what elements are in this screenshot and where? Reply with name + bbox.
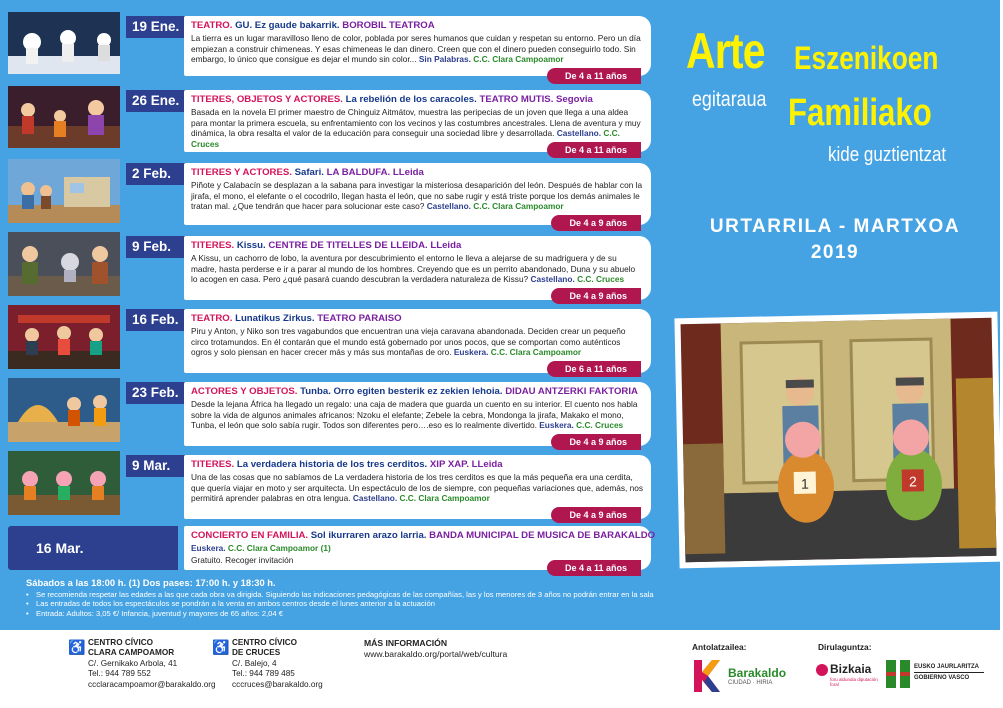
event-title <box>191 93 643 106</box>
event-title <box>191 239 643 252</box>
age-badge: De 4 a 9 años <box>551 288 641 304</box>
info-notes <box>26 577 656 618</box>
age-badge: De 4 a 11 años <box>547 68 641 84</box>
note-item: • Entrada: Adultos: 3,05 €/ Infancia, juventud y mayores de 65 años: 2,04 € <box>26 609 656 618</box>
email-link[interactable]: ccclaracampoamor@barakaldo.org <box>88 679 216 689</box>
event-show: GU. Ez gaude bakarrik. <box>235 20 340 31</box>
accessibility-icon: ♿ <box>68 639 86 655</box>
age-badge: De 4 a 9 años <box>551 507 641 523</box>
email-link[interactable]: cccruces@barakaldo.org <box>232 679 323 689</box>
gobierno-vasco-logo: EUSKO JAURLARITZA GOBIERNO VASCO <box>886 660 986 688</box>
event-item <box>8 159 651 229</box>
event-category: CONCIERTO EN FAMILIA. <box>191 530 309 541</box>
notes-list <box>26 590 656 618</box>
schedule-text: Sábados a las 18:00 h. (1) Dos pases: 17:00 h. y 18:30 h. <box>26 577 276 588</box>
title-word: egitaraua <box>692 88 767 111</box>
event-venue: C.C. Cruces <box>577 274 625 285</box>
footer <box>0 630 1000 708</box>
event-language: Sin Palabras. <box>418 54 471 65</box>
event-show: Safari. <box>294 167 324 178</box>
event-description: Piru y Anton, y Niko son tres vagabundos que encuentran una vieja caravana abandonada. Deciden crear un pequeño circo trotamundos. En él contarán que el mundo está gobernado por unos pocos, que se comportan como auténticos ogros y solo piensan en hacer crecer más y más sus montañas de oro. Euskera. C.C. Clara Campoamor <box>191 326 626 358</box>
event-category: TITERES. <box>191 459 235 470</box>
event-venue: C.C. Cruces <box>191 128 620 149</box>
event-category: TITERES Y ACTORES. <box>191 167 292 178</box>
event-title <box>191 19 643 32</box>
event-language: Euskera. <box>191 543 226 553</box>
event-title <box>191 385 643 398</box>
season-months: URTARRILA - MARTXOA <box>709 216 961 237</box>
event-company: BOROBIL TEATROA <box>342 20 435 31</box>
event-photo <box>8 305 120 369</box>
event-description: Desde la lejana África ha llegado un regalo: una caja de madera que guarda un cuento en su interior. El cuento nos habla sobre la vida de algunos animales africanos: Nzoku el elefante; Zebele la cebra, Mondonga la jirafa, Makako el mono, Tunba, el león que solo sabía rugir. Todos son diferentes pero….eso es lo realmente divertido. Euskera. C.C. Cruces <box>191 399 638 431</box>
event-show: Lunatikus Zirkus. <box>235 313 315 324</box>
event-show: Kissu. <box>236 240 266 251</box>
bizkaia-flower-icon <box>816 664 828 676</box>
season <box>680 214 990 266</box>
featured-photo <box>674 312 1002 569</box>
event-company: XIP XAP. LLeida <box>429 459 503 470</box>
event-date: 19 Ene. <box>126 16 190 38</box>
event-item <box>8 305 651 377</box>
event-note: Gratuito. Recoger invitación <box>191 554 294 565</box>
event-photo <box>8 378 120 442</box>
event-category: TITERES. <box>191 240 235 251</box>
event-language: Castellano. <box>352 493 398 504</box>
event-title <box>191 529 656 542</box>
title-word: kide guztientzat <box>828 144 947 166</box>
event-photo <box>8 232 120 296</box>
program-title <box>680 22 990 202</box>
event-company: TEATRO MUTIS. Segovia <box>479 94 593 105</box>
event-category: ACTORES Y OBJETOS. <box>191 386 298 397</box>
season-year: 2019 <box>810 242 860 263</box>
event-photo <box>8 12 120 74</box>
note-item: • Se recomienda respetar las edades a las que cada obra va dirigida. Siguiendo las indicaciones pedagógicas de las compañías, las y los menores de 3 años no podrán entrar en la sala <box>26 590 656 599</box>
event-description: La tierra es un lugar maravilloso lleno de color, poblada por seres humanos que cuidan y respetan su entorno. Pero un día empiezan a construir chimeneas. Y esas chimeneas le dan dinero. Creen que con el dinero pueden conseguirlo todo. Sin embargo, lo único que consigue es dejar el mundo sin color... Sin Palabras. C.C. Clara Campoamor <box>191 33 641 65</box>
age-badge: De 4 a 11 años <box>547 560 641 576</box>
event-date: 2 Feb. <box>126 163 190 185</box>
event-item <box>8 12 651 81</box>
svg-text:2: 2 <box>908 473 917 490</box>
event-item <box>8 451 651 523</box>
event-show: La rebelión de los caracoles. <box>345 94 477 105</box>
event-venue: C.C. Clara Campoamor <box>473 201 564 212</box>
event-date: 16 Mar. <box>8 526 178 570</box>
event-description: Piñote y Calabacín se desplazan a la sabana para investigar la misteriosa desaparición del león. Después de hablar con la jirafa, el mono, el elefante o el cocodrilo, llegan hasta el león, que no sabe rugir y está triste porque los demás animales le tratan mal. ¿Que tendrán que hacer para solucionar este caso? Castellano. C.C. Clara Campoamor <box>191 180 643 212</box>
event-title <box>191 458 643 471</box>
organizer-label: Antolatzailea: <box>692 642 747 652</box>
event-date: 9 Mar. <box>126 455 190 477</box>
age-badge: De 4 a 9 años <box>551 215 641 231</box>
event-venue: C.C. Cruces <box>576 420 624 431</box>
event-language: Castellano. <box>556 128 602 139</box>
event-photo <box>8 451 120 515</box>
title-word: Arte <box>686 23 765 79</box>
event-description: Basada en la novela El primer maestro de Chinguiz Aitmátov, muestra las peripecias de un joven que llega a una aldea para montar la primera escuela, su enfrentamiento con los vecinos y las costumbres ancestrales. Llena de aventura y muy dinámica, la obra resalta el valor de la educación para conseguir una sociedad libre y desarrollada. Castellano. C.C. Cruces <box>191 107 641 149</box>
svg-text:1: 1 <box>800 475 809 492</box>
event-language: Euskera. <box>453 347 489 358</box>
event-show: La verdadera historia de los tres cerditos. <box>236 459 428 470</box>
event-item <box>8 378 651 450</box>
venue-clara-campoamor: CENTRO CÍVICO CLARA CAMPOAMOR C/. Gernikako Arbola, 41 Tel.: 944 789 552 ccclaracampoamor@barakaldo.org <box>88 638 216 689</box>
event-date: 9 Feb. <box>126 236 190 258</box>
age-badge: De 4 a 9 años <box>551 434 641 450</box>
event-description: Una de las cosas que no sabíamos de La verdadera historia de los tres cerditos es que la más pequeña era una cerdita, que quería viajar en moto y ser arquitecta. Un espectáculo de los de siempre, con pequeñas variaciones que, además, nos permitirá aprender palabras en otra lengua. Castellano. C.C. Clara Campoamor <box>191 472 643 504</box>
event-date: 16 Feb. <box>126 309 190 331</box>
note-item: • Las entradas de todos los espectáculos se pondrán a la venta en ambos centros desde el lunes anterior a la actuación <box>26 599 656 608</box>
event-company: LA BALDUFA. LLeida <box>326 167 424 178</box>
more-info: MÁS INFORMACIÓN www.barakaldo.org/portal/web/cultura <box>364 638 508 659</box>
event-description: A Kissu, un cachorro de lobo, la aventura por descubrimiento el entorno le lleva a alejarse de su madriguera y de su madre, hasta perderse e ir a parar al mundo de los hombres. Creyendo que es un perrito abandonado, Duna y su abuelo lo acogen en casa. Pero ¿qué pasará cuando descubran la verdadera naturaleza de Kissu? Castellano. C.C. Cruces <box>191 253 636 285</box>
event-photo <box>8 159 120 223</box>
event-language: Euskera. <box>539 420 574 431</box>
event-show: Tunba. Orro egiten besterik ez zekien lehoia. <box>300 386 503 397</box>
event-company: DIDAU ANTZERKI FAKTORIA <box>505 386 638 397</box>
event-company: TEATRO PARAISO <box>317 313 402 324</box>
sponsor-label: Dirulaguntza: <box>818 642 872 652</box>
age-badge: De 6 a 11 años <box>547 361 641 377</box>
title-word: Familiako <box>788 92 932 134</box>
event-show: Sol ikurraren arazo larria. <box>310 530 427 541</box>
event-company: BANDA MUNICIPAL DE MUSICA DE BARAKALDO <box>429 530 656 541</box>
event-description <box>191 543 643 554</box>
bizkaia-logo: Bizkaia foru aldundia diputación foral <box>816 660 878 692</box>
event-company: CENTRE DE TITELLES DE LLEIDA. LLeida <box>268 240 462 251</box>
accessibility-icon: ♿ <box>212 639 230 655</box>
event-item <box>8 526 656 580</box>
event-category: TEATRO. <box>191 20 233 31</box>
event-item <box>8 86 651 156</box>
event-venue: C.C. Clara Campoamor <box>473 54 564 65</box>
event-venue: C.C. Clara Campoamor (1) <box>227 543 331 553</box>
website-link[interactable]: www.barakaldo.org/portal/web/cultura <box>364 649 508 659</box>
venue-cruces: CENTRO CÍVICO DE CRUCES C/. Balejo, 4 Tel.: 944 789 485 cccruces@barakaldo.org <box>232 638 323 689</box>
event-category: TITERES, OBJETOS Y ACTORES. <box>191 94 343 105</box>
event-item <box>8 232 651 304</box>
event-language: Castellano. <box>530 274 575 285</box>
event-date: 26 Ene. <box>126 90 190 112</box>
event-title <box>191 312 643 325</box>
event-category: TEATRO. <box>191 313 233 324</box>
age-badge: De 4 a 11 años <box>547 142 641 158</box>
barakaldo-logo: Barakaldo CIUDAD · HIRIA <box>692 658 800 694</box>
event-photo <box>8 86 120 148</box>
event-title <box>191 166 643 179</box>
event-card <box>184 16 651 76</box>
title-word: Eszenikoen <box>794 40 939 76</box>
event-venue: C.C. Clara Campoamor <box>399 493 490 504</box>
event-date: 23 Feb. <box>126 382 190 404</box>
event-language: Castellano. <box>426 201 471 212</box>
event-venue: C.C. Clara Campoamor <box>490 347 582 358</box>
